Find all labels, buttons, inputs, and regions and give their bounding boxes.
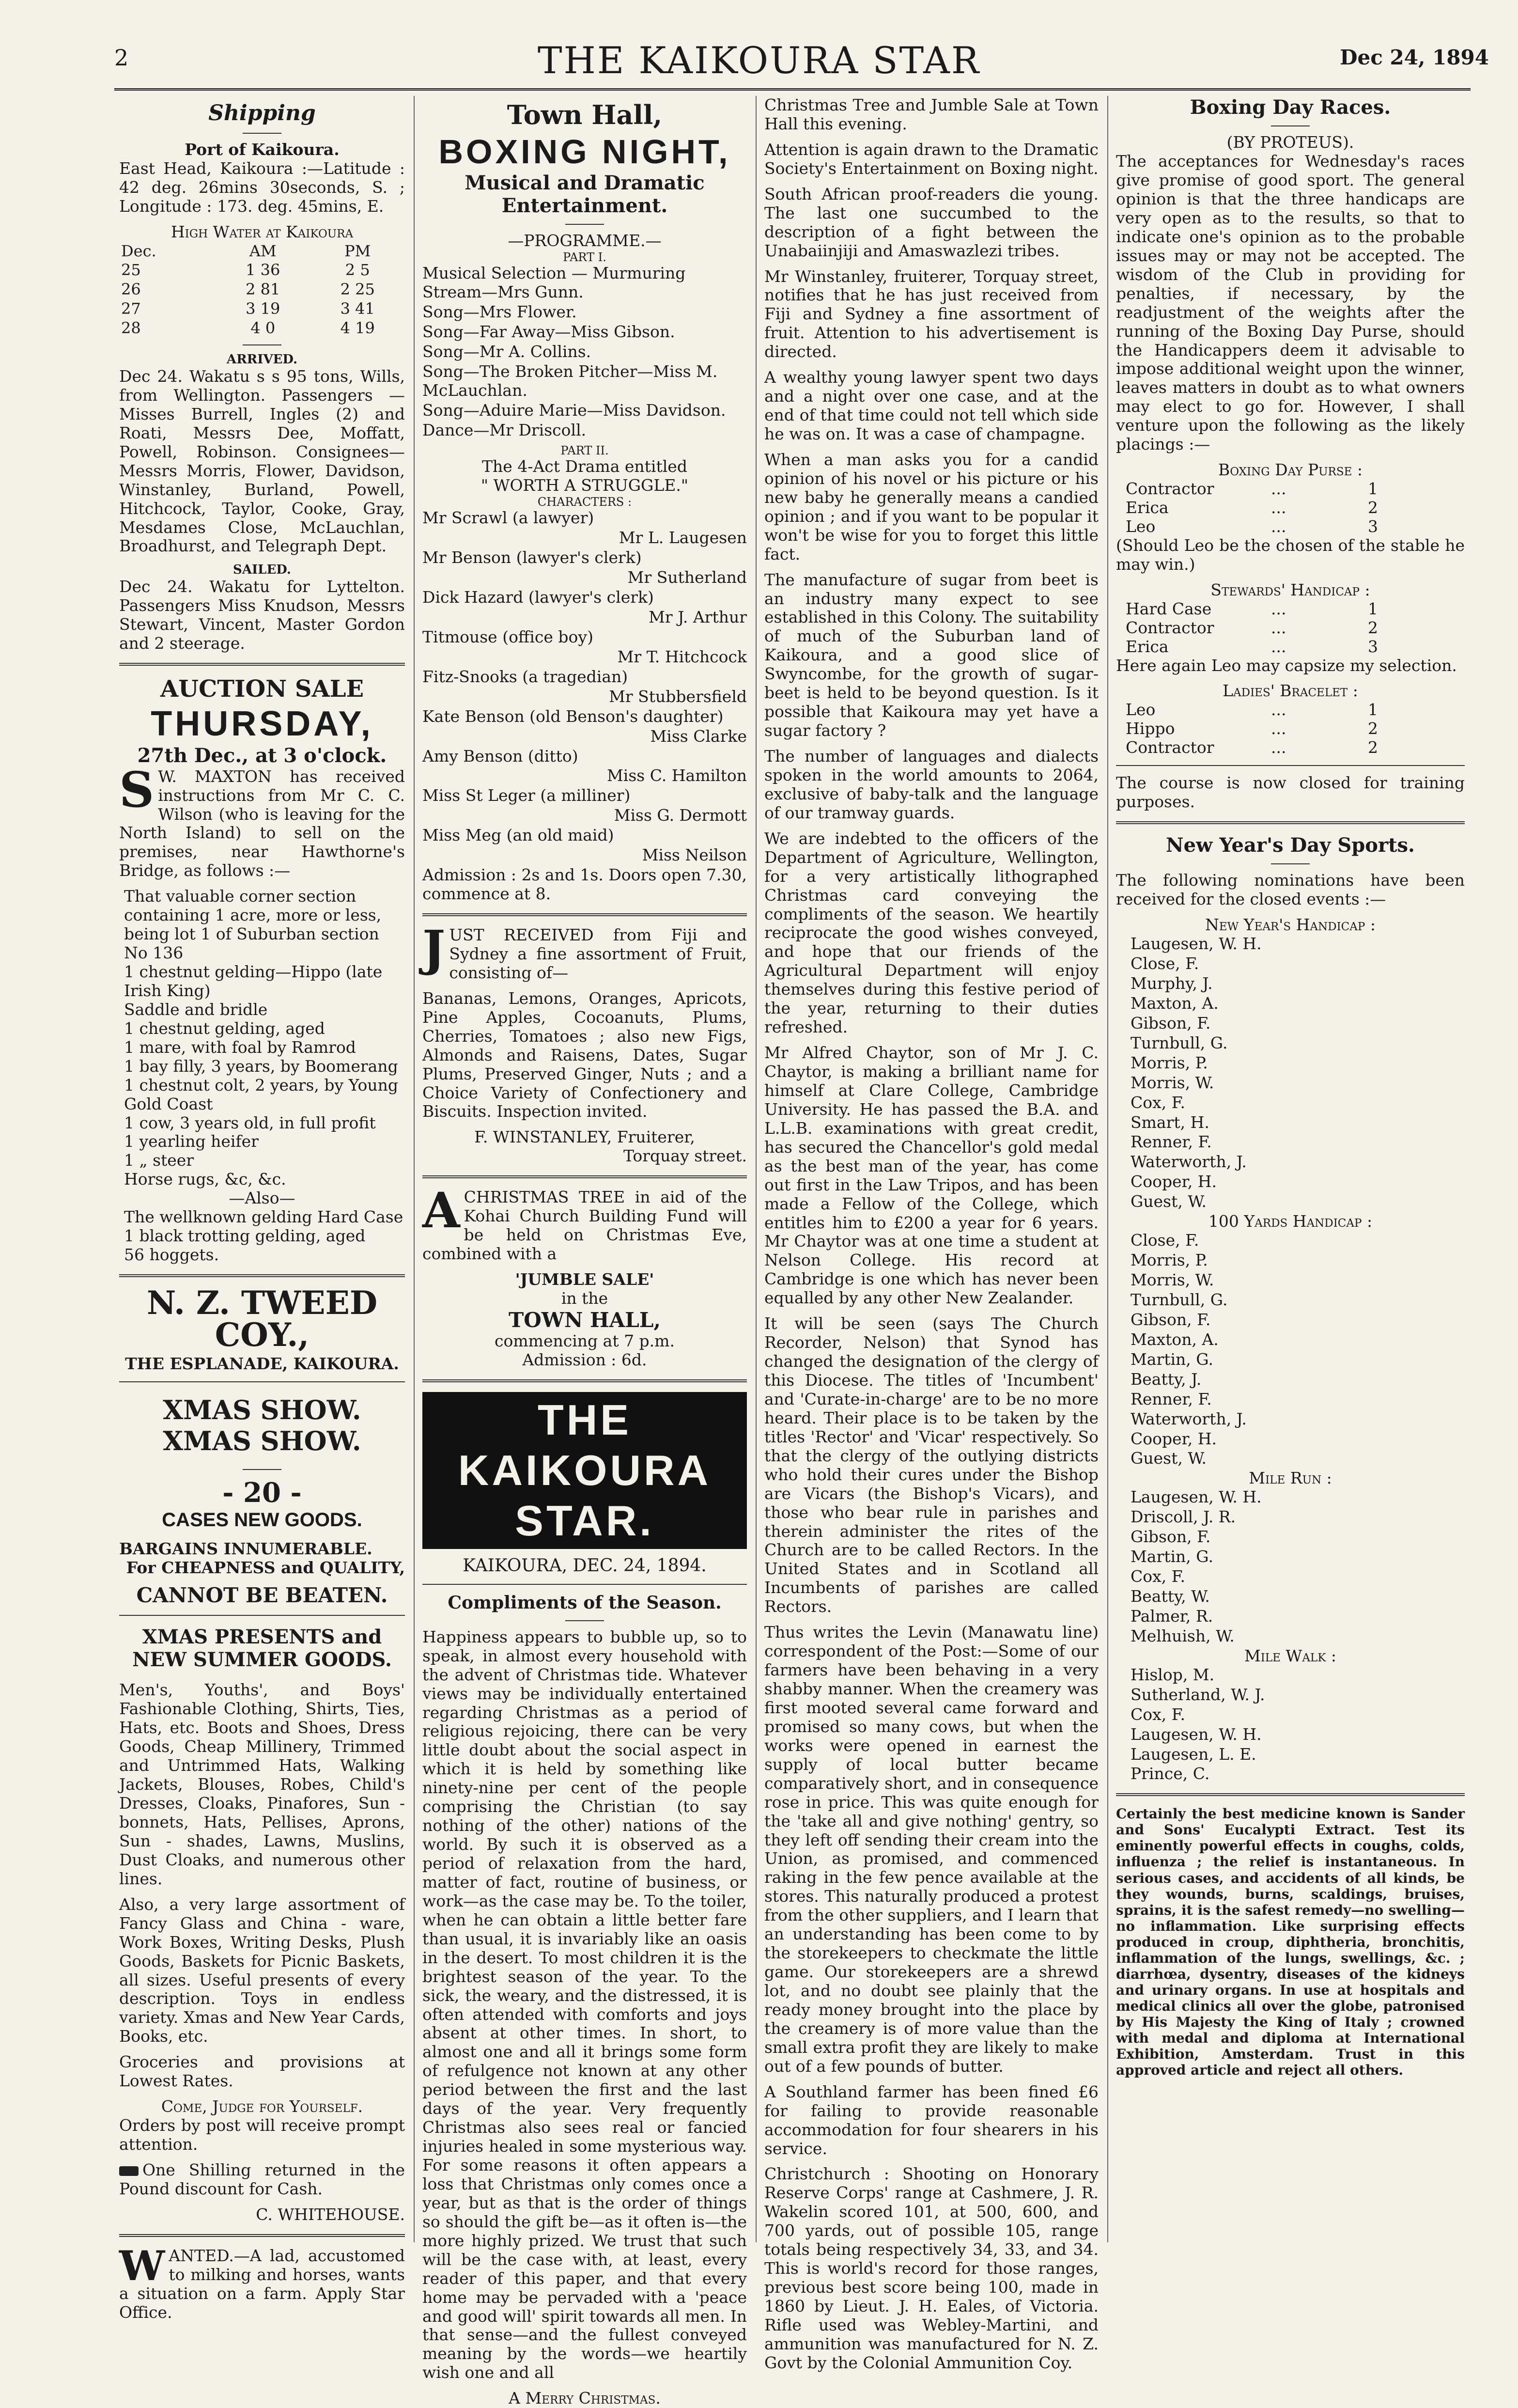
leader-dots: ...: [1271, 637, 1286, 656]
signature: C. WHITEHOUSE.: [256, 2205, 405, 2224]
entrant: Cox, F.: [1131, 1704, 1185, 1724]
divider: [1116, 765, 1465, 766]
entrant: Turnbull, G.: [1131, 1290, 1228, 1309]
bargains-label: BARGAINS INNUMERABLE.: [119, 1539, 372, 1558]
entrant: Morris, W.: [1131, 1270, 1214, 1289]
tide-cell: 1 36: [246, 261, 280, 280]
entrant: Waterworth, J.: [1131, 1409, 1247, 1428]
leader-dots: ...: [1271, 719, 1286, 738]
arrived-heading: ARRIVED.: [226, 352, 298, 367]
cannot-label: CANNOT BE BEATEN.: [136, 1583, 388, 1607]
section-divider: [422, 913, 747, 916]
entrant: Gibson, F.: [1131, 1013, 1211, 1032]
sports-text: The following nominations have been received for the closed events :—: [1116, 871, 1465, 909]
entrant: Driscoll, J. R.: [1131, 1507, 1236, 1527]
entrant: Close, F.: [1131, 954, 1199, 973]
presents-heading: XMAS PRESENTS and NEW SUMMER GOODS.: [132, 1626, 392, 1672]
programme-item: Song—Mrs Flower.: [422, 302, 577, 322]
cast-actor: Miss G. Dermott: [614, 806, 747, 825]
placing-row: [1116, 719, 1465, 738]
divider: [119, 1381, 405, 1382]
placing-row: [1116, 499, 1465, 517]
leader-dots: ...: [1271, 738, 1286, 757]
drama-title: " WORTH A STRUGGLE.": [480, 476, 689, 495]
tide-row: [119, 319, 405, 338]
arrived-text: Dec 24. Wakatu s s 95 tons, Wills, from Wellington. Passengers — Misses Burrell, Ingles (2) and Roati, Messrs Dee, Moffatt, Powell, Robinson. Consignees—Messrs Morris, Flower, Davidson, Winstanley, Burland, Powell, Hitchcock, Taylor, Cooke, Gray, Mesdames Close, McLauchlan, Broadhurst, and Telegraph Dept.: [119, 367, 405, 556]
port-position: East Head, Kaikoura :—Latitude : 42 deg. 26mins 30seconds, S. ; Longitude : 173. deg. 45mins, E.: [119, 158, 405, 216]
entrant: Laugesen, W. H.: [1131, 934, 1262, 954]
tweed-heading: N. Z. TWEED COY.,: [146, 1284, 378, 1354]
dateline: KAIKOURA, DEC. 24, 1894.: [463, 1555, 707, 1576]
leader-dots: ...: [1271, 599, 1286, 618]
xmas-show: XMAS SHOW. XMAS SHOW.: [163, 1394, 361, 1456]
cast-role: Titmouse (office boy): [422, 627, 593, 646]
fiji-list: Bananas, Lemons, Oranges, Apricots, Pine Apples, Cocoanuts, Plums, Cherries, Tomatoes ; also new Figs, Almonds and Raisens, Dates, Sugar Plums, Preserved Ginger, Nuts ; and a Choice Variety of Confectionery and Biscuits. Inspection invited.: [422, 988, 747, 1121]
entrant: Gibson, F.: [1131, 1527, 1211, 1547]
also-list: [119, 1208, 405, 1265]
cast-role: Miss Meg (an old maid): [422, 826, 614, 845]
admission-text: Admission : 2s and 1s. Doors open 7.30, commence at 8.: [422, 865, 747, 904]
leader-dots: ...: [1271, 516, 1286, 536]
entrant: Sutherland, W. J.: [1131, 1685, 1265, 1704]
cast-role: Fitz-Snooks (a tragedian): [422, 667, 628, 686]
shipping-heading: Shipping: [208, 101, 316, 125]
tide-cell: 25: [121, 261, 141, 280]
tide-row: [119, 280, 405, 299]
eucalypti-ad: Certainly the best medicine known is Sander and Sons' Eucalypti Extract. Test its eminently powerful effects in coughs, colds, influenza ; the relief is instantaneous. In serious cases, and accidents of all kinds, be they wounds, burns, scaldings, bruises, sprains, it is the safest remedy—no swelling—no inflammation. Like surprising effects produced in croup, diphtheria, bronchitis, inflammation of the lungs, swellings, &c. ; diarrhœa, dysentry, diseases of the kidneys and urinary organs. In use at hospitals and medical clinics all over the globe, patronised by His Majesty the King of Italy ; crowned with medal and diploma at International Exhibition, Amsterdam. Trust in this approved article and reject all others.: [1116, 1806, 1465, 2078]
section-divider: [422, 1379, 747, 1382]
cast-role: Mr Scrawl (a lawyer): [422, 508, 594, 528]
cast-role: Kate Benson (old Benson's daughter): [422, 706, 724, 726]
list-item: 1 bay filly, 3 years, by Boomerang: [124, 1056, 398, 1076]
entrant: Beatty, J.: [1131, 1369, 1202, 1389]
tide-cell: 26: [121, 280, 141, 299]
entrant: Prince, C.: [1131, 1764, 1210, 1783]
leader-dots: ...: [1271, 618, 1286, 637]
placing-row: [1116, 619, 1465, 638]
section-divider: [422, 1175, 747, 1178]
tide-cell: 3 19: [246, 299, 280, 318]
entrant: Martin, G.: [1131, 1349, 1213, 1369]
placing: 2: [1368, 498, 1378, 517]
placing-row: [1116, 701, 1465, 719]
cast-actor: Miss Neilson: [642, 845, 747, 865]
header-rule: [114, 88, 1471, 91]
walk-heading: Mile Walk :: [1244, 1646, 1337, 1665]
entrant: Morris, P.: [1131, 1251, 1208, 1270]
auction-intro: W. MAXTON has received instructions from Mr C. C. Wilson (who is leaving for the North Island) to sell on the premises, near Hawthorne's Bridge, as follows :—: [119, 766, 405, 880]
programme-item: Song—Far Away—Miss Gibson.: [422, 322, 675, 342]
news-paragraph: Christmas Tree and Jumble Sale at Town Hall this evening.: [764, 95, 1099, 133]
column-4: [1111, 96, 1470, 2242]
placing-row: [1116, 480, 1465, 499]
tide-cell: 28: [121, 318, 141, 337]
part-two-label: PART II.: [560, 443, 609, 457]
goods-text: Men's, Youths', and Boys' Fashionable Clothing, Shirts, Ties, Hats, etc. Boots and Shoes, Dress Goods, Cheap Millinery, Trimmed and Untrimmed Hats, Walking Jackets, Blouses, Robes, Child's Dresses, Cloaks, Pinafores, Sun - bonnets, Hats, Pellises, Aprons, Sun - shades, Lawns, Muslins, Dust Cloaks, and numerous other lines.: [119, 1680, 405, 1888]
programme-heading: —PROGRAMME.—: [508, 231, 662, 250]
cast-role: Dick Hazard (lawyer's clerk): [422, 588, 654, 607]
twenty-label: - 20 -: [222, 1477, 302, 1509]
cast-role: Mr Benson (lawyer's clerk): [422, 548, 642, 567]
tide-row: [119, 261, 405, 280]
sailed-heading: SAILED.: [233, 563, 291, 578]
news-paragraph: The manufacture of sugar from beet is an industry many expect to see established in this Colony. The suitability of much of the Suburban land of Kaikoura, and a good slice of Swyncombe, for the growth of sugar-beet is held to be beyond question. Is it possible that Kaikoura may yet have a sugar factory ?: [764, 570, 1099, 740]
news-paragraph: Christchurch : Shooting on Honorary Reserve Corps' range at Cashmere, J. R. Wakelin scored 101, at 500, 600, and 700 yards, out of possible 105, range totals being respectively 34, 33, and 34. This is world's record for those ranges, previous best score being 100, made in 1860 by Lieut. J. H. Eales, of Victoria. Rifle used was Webley-Martini, and ammunition was manufactured for N. Z. Govt by the Colonial Ammunition Coy.: [764, 2164, 1099, 2372]
list-item: 1 black trotting gelding, aged: [124, 1226, 366, 1246]
section-divider: [1116, 821, 1465, 824]
column-1: [114, 96, 410, 2322]
yards-heading: 100 Yards Handicap :: [1208, 1212, 1373, 1231]
column-divider: [414, 96, 415, 2242]
entrant: Guest, W.: [1131, 1449, 1207, 1468]
drop-cap: J: [422, 920, 446, 977]
closed-note: The course is now closed for training purposes.: [1116, 773, 1465, 812]
column-divider: [756, 96, 757, 2242]
port-heading: Port of Kaikoura.: [185, 140, 340, 159]
column-3: [759, 95, 1103, 2372]
divider: [119, 1615, 405, 1616]
entrant: Hislop, M.: [1131, 1665, 1215, 1684]
yards-list: [1116, 1231, 1465, 1468]
tide-cell: 4 0: [250, 318, 276, 337]
in-the-label: in the: [561, 1288, 608, 1308]
horse-name: Contractor: [1126, 738, 1214, 757]
section-divider: [119, 1274, 405, 1277]
drop-cap: W: [119, 2241, 165, 2290]
cast-actor: Mr J. Arthur: [649, 607, 747, 626]
news-paragraph: A wealthy young lawyer spent two days and a night over one case, and at the end of that time could not tell which side he was on. It was a case of champagne.: [764, 368, 1099, 443]
placing: 2: [1368, 618, 1378, 637]
mile-list: [1116, 1488, 1465, 1646]
groceries-text: Groceries and provisions at Lowest Rates.: [119, 2052, 405, 2091]
tide-row: [119, 299, 405, 319]
list-item: 1 „ steer: [124, 1151, 194, 1170]
fancy-text: Also, a very large assortment of Fancy Glass and China - ware, Work Boxes, Writing Desks, Plush Goods, Baskets for Picnic Baskets, all sizes. Useful presents of every description. Toys in endless variety. Xmas and New Year Cards, Books, etc.: [119, 1894, 405, 2046]
cast-actor: Miss Clarke: [650, 726, 747, 746]
entrant: Close, F.: [1131, 1231, 1199, 1250]
horse-name: Hippo: [1126, 719, 1175, 738]
news-paragraph: The number of languages and dialects spoken in the world amounts to 2064, exclusive of baby-talk and the language of our tramway guards.: [764, 747, 1099, 822]
entrant: Laugesen, L. E.: [1131, 1744, 1256, 1764]
fiji-address: Torquay street.: [623, 1146, 747, 1166]
cast-role: Amy Benson (ditto): [422, 746, 578, 766]
divider: [243, 133, 281, 134]
news-paragraph: Attention is again drawn to the Dramatic Society's Entertainment on Boxing night.: [764, 140, 1099, 178]
entrant: Guest, W.: [1131, 1192, 1207, 1211]
entrant: Cooper, H.: [1131, 1172, 1217, 1191]
sailed-text: Dec 24. Wakatu for Lyttelton. Passengers Miss Knudson, Messrs Stewart, Vincent, Master Gordon and 2 steerage.: [119, 577, 405, 653]
also-label: —Also—: [229, 1188, 295, 1208]
shilling-text: One Shilling returned in the Pound discount for Cash.: [119, 2160, 405, 2198]
divider: [243, 1469, 281, 1470]
list-item: 56 hoggets.: [124, 1245, 219, 1265]
page-number: 2: [114, 45, 129, 71]
news-paragraph: Mr Alfred Chaytor, son of Mr J. C. Chaytor, is making a brilliant name for himself at Clare College, Cambridge University. He has passed the B.A. and L.L.B. examinations with great credit, has secured the Chancellor's gold medal as the best man of the year, has come out first in the Law Tripos, and has been made a Fellow of the College, which entitles him to £200 a year for 6 years. Mr Chaytor was at one time a student at Nelson College. His record at Cambridge is one which has never been equalled by any other New Zealander.: [764, 1043, 1099, 1308]
cast-role: Miss St Leger (a milliner): [422, 786, 631, 805]
races-heading: Boxing Day Races.: [1190, 96, 1391, 119]
placing-row: [1116, 600, 1465, 619]
purse-note: (Should Leo be the chosen of the stable he may win.): [1116, 535, 1465, 574]
tide-cell: 3 41: [340, 299, 375, 318]
entrant: Cox, F.: [1131, 1567, 1185, 1586]
programme-item: Musical Selection — Murmuring Stream—Mrs Gunn.: [422, 264, 686, 302]
entrant: Renner, F.: [1131, 1132, 1212, 1152]
placing: 1: [1368, 599, 1378, 618]
leader-dots: ...: [1271, 498, 1286, 517]
placing: 1: [1368, 479, 1378, 499]
entrant: Maxton, A.: [1131, 1329, 1219, 1349]
hall-heading: Town Hall,: [507, 99, 663, 130]
entrant: Cooper, H.: [1131, 1429, 1217, 1448]
stewards-heading: Stewards' Handicap :: [1210, 580, 1370, 599]
orders-text: Orders by post will receive prompt attention.: [119, 2116, 405, 2154]
placing: 2: [1368, 719, 1378, 738]
news-paragraph: Thus writes the Levin (Manawatu line) correspondent of the Post:—Some of our farmers have been behaving in a very shabby manner. When the creamery was first mooted several came forward and promised so many cows, but when the works were opened in earnest the supply of local butter became comparatively short, and in consequence rose in price. This was quite enough for the 'take all and give nothing' gentry, so they left off sending their cream into the Union, as promised, and commenced raking in the few pence available at the stores. This naturally produced a protest from the other suppliers, and I learn that an understanding has been come to by the storekeepers to checkmate the little game. Our storekeepers are a shrewd lot, and no doubt see plainly that the ready money brought into the place by the creamery is of more value than the small extra profit they are likely to make out of a few pounds of butter.: [764, 1623, 1099, 2076]
cast-actor: Mr L. Laugesen: [619, 528, 747, 547]
boxing-night-heading: BOXING NIGHT,: [438, 132, 731, 171]
column-divider: [1107, 96, 1108, 2242]
entrant: Beatty, W.: [1131, 1587, 1210, 1606]
tide-cell: 27: [121, 299, 141, 318]
divider: [565, 224, 604, 225]
tide-cell: 2 81: [246, 280, 280, 299]
cast-list: [422, 509, 747, 865]
news-paragraph: It will be seen (says The Church Recorder, Nelson) that Synod has changed the designation of the clergy of this Diocese. The titles of 'Incumbent' and 'Curate-in-charge' are to be no more heard. Their place is to be taken by the titles 'Rector' and 'Vicar' respectively. So that the clergy of the outlying districts who hold their cures under the Bishop are Vicars (the Bishop's Vicars), and those who bear rule in parishes and therein administer the rites of the Church are to be called Rectors. In the United States and in Scotland all Incumbents of parishes are called Rectors.: [764, 1314, 1099, 1616]
placing: 3: [1368, 516, 1378, 536]
programme-item: Song—Aduire Marie—Miss Davidson.: [422, 400, 726, 420]
entrant: Maxton, A.: [1131, 993, 1219, 1013]
horse-name: Erica: [1126, 637, 1169, 656]
races-text: The acceptances for Wednesday's races give promise of good sport. The general opinion is that the three handicaps are very open as to the results, so that to indicate one's opinion as to the probable issues may or may not be accepted. The wisdom of the Club in providing for penalties, if necessary, by the readjustment of the weights after the running of the Boxing Day Purse, should the Handicappers deem it advisable to impose additional weight upon the winner, leaves matters in doubt as to what owners may elect to go for. However, I shall venture upon the following as the likely placings :—: [1116, 152, 1465, 454]
nyh-heading: New Year's Handicap :: [1205, 915, 1376, 935]
entrant: Martin, G.: [1131, 1547, 1213, 1566]
ladies-heading: Ladies' Bracelet :: [1223, 681, 1358, 701]
programme-item: Dance—Mr Driscoll.: [422, 420, 587, 439]
entrant: Laugesen, W. H.: [1131, 1487, 1262, 1507]
list-item: 1 mare, with foal by Ramrod: [124, 1037, 356, 1057]
divider: [565, 1620, 604, 1621]
tide-table: [119, 242, 405, 338]
entrant: Palmer, R.: [1131, 1606, 1213, 1626]
cast-actor: Mr Stubbersfield: [609, 687, 747, 706]
list-item: 1 chestnut colt, 2 years, by Young Gold Coast: [124, 1075, 399, 1113]
list-item: 1 chestnut gelding, aged: [124, 1018, 325, 1038]
cases-label: CASES NEW GOODS.: [162, 1509, 362, 1531]
tweed-address: THE ESPLANADE, KAIKOURA.: [125, 1354, 399, 1373]
divider: [243, 344, 281, 345]
programme-item: Song—Mr A. Collins.: [422, 342, 591, 361]
horse-name: Erica: [1126, 498, 1169, 517]
news-paragraph: South African proof-readers die young. The last one succumbed to the description of a fight between the Unabaiinjiji and Amaswazlezi tribes.: [764, 184, 1099, 260]
placing: 2: [1368, 738, 1378, 757]
cast-actor: Mr T. Hitchcock: [617, 647, 747, 666]
entrant: Gibson, F.: [1131, 1310, 1211, 1329]
leader-dots: ...: [1271, 479, 1286, 499]
cast-actor: Miss C. Hamilton: [607, 766, 747, 785]
masthead: THE KAIKOURA STAR.: [422, 1392, 747, 1548]
characters-label: CHARACTERS :: [537, 495, 632, 509]
entrant: Murphy, J.: [1131, 973, 1213, 993]
editorial-text: Happiness appears to bubble up, so to speak, in almost every household with the advent of Christmas tide. Whatever views may be individually entertained regarding Christmas as a period of religious rejoicing, there can be very little doubt about the social aspect in which it is held by something like ninety-nine per cent of the people comprising the Christian (to say nothing of the other) nations of the world. By such it is observed as a period of relaxation from the hard, matter of fact, routine of business, or work—as the case may be. To the toiler, when he can obtain a little better fare than usual, it is invariably like an oasis in the desert. To most children it is the brightest season of the year. To the sick, the weary, and the distressed, it is often attended with comforts and joys absent at other times. In short, to almost one and all it brings some form of refulgence not known at any other period between the first and the last days of the year. Very frequently Christmas also sees real or fancied injuries healed in some mysterious way. For some reasons it often appears a loss that Christmas only comes once a year, but as that is the order of things so should the gift be—as it often is—the more highly prized. We trust that such will be the case with, at least, every reader of this paper, and that every home may be pervaded with a 'peace and good will' spirit towards all men. In that sense—and the fullest conveyed meaning by the words—we heartily wish one and all: [422, 1627, 747, 2382]
auction-day: THURSDAY,: [151, 704, 373, 744]
tide-head-cell: Dec.: [121, 241, 156, 260]
tree-text: CHRISTMAS TREE in aid of the Kohai Church Building Fund will be held on Christmas Eve, combined with a: [422, 1188, 747, 1264]
nyh-list: [1116, 935, 1465, 1211]
entrant: Morris, W.: [1131, 1073, 1214, 1092]
purse-heading: Boxing Day Purse :: [1218, 460, 1363, 480]
issue-date: Dec 24, 1894: [1340, 46, 1489, 69]
news-paragraph: We are indebted to the officers of the Department of Agriculture, Wellington, for a very artistically lithographed Christmas card conveying the compliments of the season. We heartily reciprocate the good wishes conveyed, and hope that our friends of the Agricultural Department will enjoy themselves during this festive period of the year, returning to their duties refreshed.: [764, 829, 1099, 1037]
tide-cell: 2 25: [340, 280, 375, 299]
fiji-intro: UST RECEIVED from Fiji and Sydney a fine assortment of Fruit, consisting of—: [449, 925, 747, 982]
list-item: 1 chestnut gelding—Hippo (late Irish King): [124, 962, 383, 1000]
section-divider: [1116, 1793, 1465, 1796]
section-divider: [119, 663, 405, 666]
programme-part-one: [422, 264, 747, 439]
sports-heading: New Year's Day Sports.: [1166, 834, 1415, 857]
cast-actor: Mr Sutherland: [627, 568, 747, 587]
cheapness-label: For CHEAPNESS and QUALITY,: [126, 1558, 405, 1577]
wanted-text: ANTED.—A lad, accustomed to milking and horses, wants a situation on a farm. Apply Star Office.: [119, 2246, 405, 2322]
walk-list: [1116, 1666, 1465, 1784]
merry-christmas: A Merry Christmas.: [509, 2389, 661, 2408]
programme-item: Song—The Broken Pitcher—Miss M. McLauchlan.: [422, 362, 718, 400]
divider: [422, 1584, 747, 1585]
page-header: [0, 35, 1518, 83]
editorial-heading: Compliments of the Season.: [448, 1593, 722, 1613]
part-one-label: PART I.: [563, 250, 606, 265]
section-divider: [119, 2234, 405, 2237]
leader-dots: ...: [1271, 700, 1286, 719]
come-judge: Come, Judge for Yourself.: [161, 2097, 363, 2116]
jumble-label: 'JUMBLE SALE': [515, 1270, 654, 1289]
auction-list: [119, 887, 405, 1189]
commencing-label: commencing at 7 p.m.: [495, 1331, 675, 1351]
list-item: 1 cow, 3 years old, in full profit: [124, 1113, 376, 1132]
drama-label: The 4-Act Drama entitled: [482, 457, 687, 476]
list-item: 1 yearling heifer: [124, 1132, 259, 1151]
horse-name: Leo: [1126, 700, 1156, 719]
list-item: The wellknown gelding Hard Case: [124, 1207, 403, 1227]
list-item: That valuable corner section containing 1 acre, more or less, being lot 1 of Suburban section No 136: [124, 887, 382, 963]
horse-name: Contractor: [1126, 618, 1214, 637]
placing: 1: [1368, 700, 1378, 719]
entrant: Laugesen, W. H.: [1131, 1724, 1262, 1744]
news-paragraph: A Southland farmer has been fined £6 for failing to provide reasonable accommodation for four shearers in his service.: [764, 2082, 1099, 2158]
list-item: Horse rugs, &c, &c.: [124, 1170, 286, 1189]
list-item: Saddle and bridle: [124, 1000, 268, 1019]
entrant: Renner, F.: [1131, 1389, 1212, 1408]
divider: [1271, 863, 1310, 864]
horse-name: Leo: [1126, 516, 1156, 536]
horse-name: Contractor: [1126, 479, 1214, 499]
horse-name: Hard Case: [1126, 599, 1212, 618]
musical-subheading: Musical and Dramatic Entertainment.: [465, 171, 705, 217]
placing-row: [1116, 517, 1465, 536]
entrant: Turnbull, G.: [1131, 1033, 1228, 1052]
auction-date: 27th Dec., at 3 o'clock.: [137, 744, 387, 767]
stewards-note: Here again Leo may capsize my selection.: [1116, 656, 1457, 675]
placing-row: [1116, 738, 1465, 757]
tide-cell: 4 19: [340, 318, 375, 337]
high-water-heading: High Water at Kaikoura: [170, 222, 354, 241]
auction-heading: AUCTION SALE: [160, 675, 364, 703]
byline: (BY PROTEUS).: [1226, 133, 1354, 152]
placing: 3: [1368, 637, 1378, 656]
entrant: Waterworth, J.: [1131, 1152, 1247, 1172]
drop-cap: A: [422, 1182, 460, 1239]
placing-row: [1116, 638, 1465, 657]
entrant: Morris, P.: [1131, 1053, 1208, 1072]
tide-head-cell: PM: [344, 241, 371, 260]
newspaper-title: THE KAIKOURA STAR: [537, 39, 981, 82]
column-2: [418, 96, 752, 2408]
fiji-signature: F. WINSTANLEY, Fruiterer,: [474, 1127, 695, 1147]
tide-head-cell: AM: [249, 241, 277, 260]
town-hall-label: TOWN HALL,: [509, 1308, 661, 1332]
admission-label: Admission : 6d.: [522, 1350, 647, 1370]
entrant: Smart, H.: [1131, 1112, 1209, 1132]
tide-header-row: [119, 242, 405, 261]
entrant: Melhuish, W.: [1131, 1626, 1235, 1645]
drop-cap: S: [119, 761, 155, 818]
mile-heading: Mile Run :: [1249, 1469, 1332, 1488]
tide-cell: 2 5: [345, 261, 370, 280]
pointing-hand-icon: [119, 2166, 139, 2176]
news-paragraph: When a man asks you for a candid opinion of his novel or his picture or his new baby he generally means a candied opinion ; and if you want to be popular it won't be wise for you to forget this little fact.: [764, 450, 1099, 563]
news-paragraph: Mr Winstanley, fruiterer, Torquay street, notifies that he has just received from Fiji and Sydney a fine assortment of fruit. Attention to his advertisement is directed.: [764, 266, 1099, 361]
divider: [1271, 125, 1310, 126]
entrant: Cox, F.: [1131, 1093, 1185, 1112]
